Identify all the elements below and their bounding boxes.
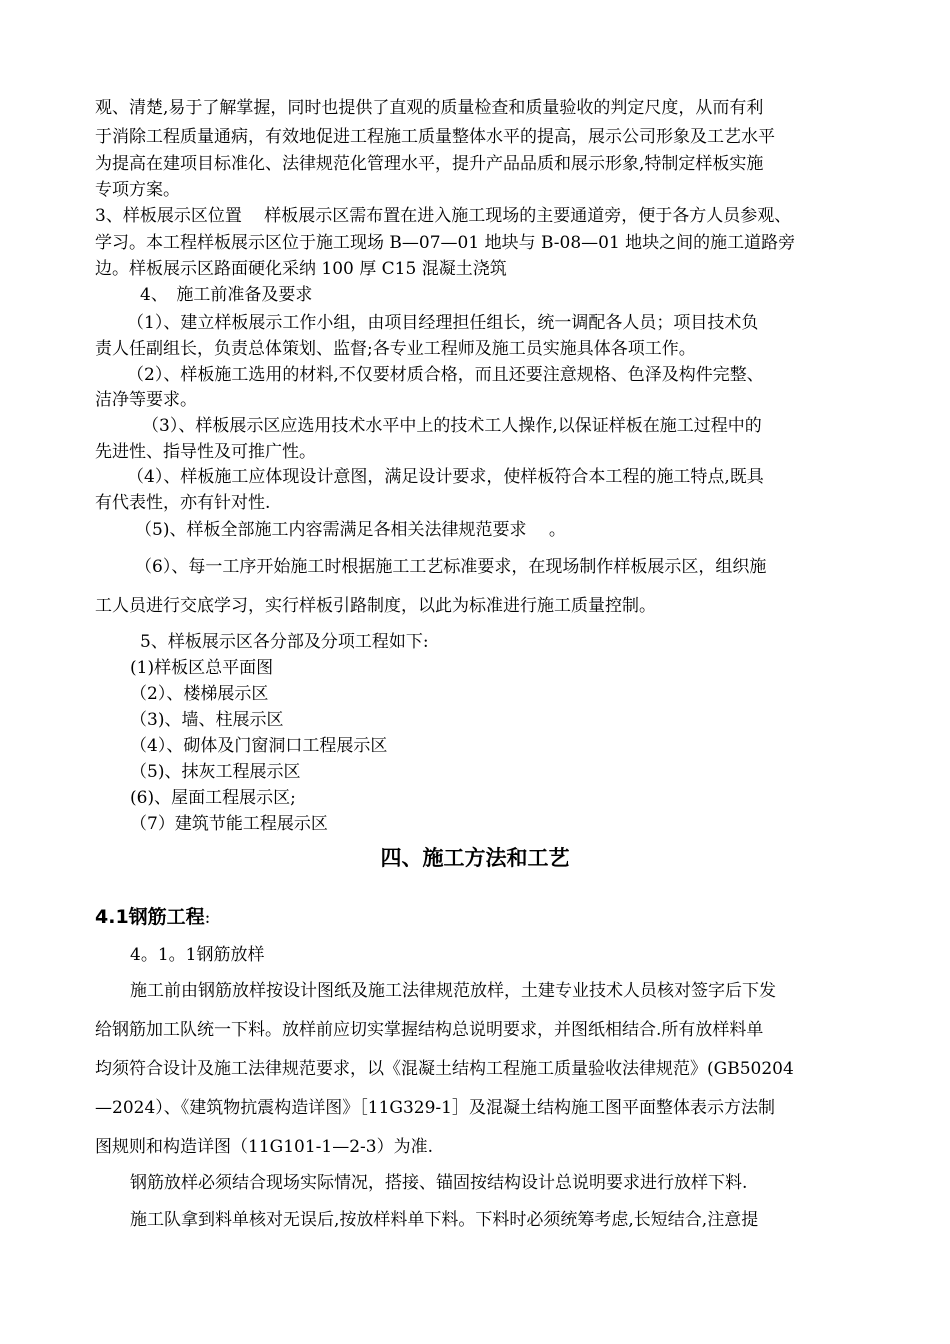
section5-item: （3)、墙、柱展示区 [130, 710, 284, 730]
section4-title: 4、 施工前准备及要求 [140, 285, 313, 305]
section3-line-2: 学习。本工程样板展示区位于施工现场 B—07—01 地块与 B-08—01 地块之间的施工道路旁 [95, 233, 796, 253]
section-4-1-colon: : [204, 908, 211, 928]
section3-line-1: 3、样板展示区位置 样板展示区需布置在进入施工现场的主要通道旁，便于各方人员参观、 [95, 206, 792, 226]
section-4-1-1-title: 4。1。1钢筋放样 [130, 945, 265, 965]
paragraph-2: 钢筋放样必须结合现场实际情况，搭接、锚固按结构设计总说明要求进行放样下料. [130, 1173, 748, 1193]
paragraph-1-line-2: 给钢筋加工队统一下料。放样前应切实掌握结构总说明要求，并图纸相结合.所有放样料单 [95, 1020, 764, 1040]
section-4-1-label: 4.1钢筋工程 [95, 906, 205, 928]
section5-item: （5)、抹灰工程展示区 [130, 762, 301, 782]
section5-title: 5、样板展示区各分部及分项工程如下: [140, 632, 429, 652]
section4-item2-line2: 洁净等要求。 [95, 390, 197, 410]
intro-line-3: 为提高在建项目标准化、法律规范化管理水平，提升产品品质和展示形象,特制定样板实施 [95, 154, 764, 174]
paragraph-3: 施工队拿到料单核对无误后,按放样料单下料。下料时必须统筹考虑,长短结合,注意提 [130, 1210, 759, 1230]
paragraph-1-line-1: 施工前由钢筋放样按设计图纸及施工法律规范放样，土建专业技术人员核对签字后下发 [130, 981, 776, 1001]
section5-item: （4）、砌体及门窗洞口工程展示区 [130, 736, 388, 756]
section5-item: (6)、屋面工程展示区; [130, 788, 296, 808]
section5-item: （2）、楼梯展示区 [130, 684, 269, 704]
section4-item4-line2: 有代表性，亦有针对性. [95, 493, 271, 513]
section4-item6-line1: （6）、每一工序开始施工时根据施工工艺标准要求，在现场制作样板展示区，组织施 [135, 557, 767, 577]
section-4-1-title [95, 905, 210, 930]
section4-item1-line1: （1）、建立样板展示工作小组，由项目经理担任组长，统一调配各人员；项目技术负 [127, 313, 759, 333]
section4-item6-line2: 工人员进行交底学习，实行样板引路制度，以此为标准进行施工质量控制。 [95, 596, 656, 616]
section4-item1-line2: 责人任副组长，负责总体策划、监督;各专业工程师及施工员实施具体各项工作。 [95, 339, 696, 359]
section4-item5: （5)、样板全部施工内容需满足各相关法律规范要求 。 [135, 520, 566, 540]
paragraph-1-line-4: —2024）、《建筑物抗震构造详图》［11G329-1］及混凝土结构施工图平面整体表示方法制 [95, 1098, 775, 1118]
intro-line-1: 观、清楚,易于了解掌握，同时也提供了直观的质量检查和质量验收的判定尺度，从而有利 [95, 98, 764, 118]
paragraph-1-line-5: 图规则和构造详图（11G101-1—2-3）为准. [95, 1137, 433, 1157]
section3-line-3: 边。样板展示区路面硬化采纳 100 厚 C15 混凝土浇筑 [95, 259, 507, 279]
intro-line-4: 专项方案。 [95, 180, 180, 200]
paragraph-1-line-3: 均须符合设计及施工法律规范要求，以《混凝土结构工程施工质量验收法律规范》(GB50204 [95, 1059, 794, 1079]
section4-item3-line1: （3）、样板展示区应选用技术水平中上的技术工人操作,以保证样板在施工过程中的 [142, 416, 762, 436]
section5-item: （7）建筑节能工程展示区 [130, 814, 328, 834]
intro-line-2: 于消除工程质量通病，有效地促进工程施工质量整体水平的提高，展示公司形象及工艺水平 [95, 127, 775, 147]
section4-item3-line2: 先进性、指导性及可推广性。 [95, 442, 316, 462]
section4-item2-line1: （2）、样板施工选用的材料,不仅要材质合格，而且还要注意规格、色泽及构件完整、 [127, 365, 764, 385]
section4-item4-line1: （4）、样板施工应体现设计意图，满足设计要求，使样板符合本工程的施工特点,既具 [127, 467, 764, 487]
section5-item: (1)样板区总平面图 [130, 658, 274, 678]
chapter-title: 四、施工方法和工艺 [380, 846, 570, 870]
